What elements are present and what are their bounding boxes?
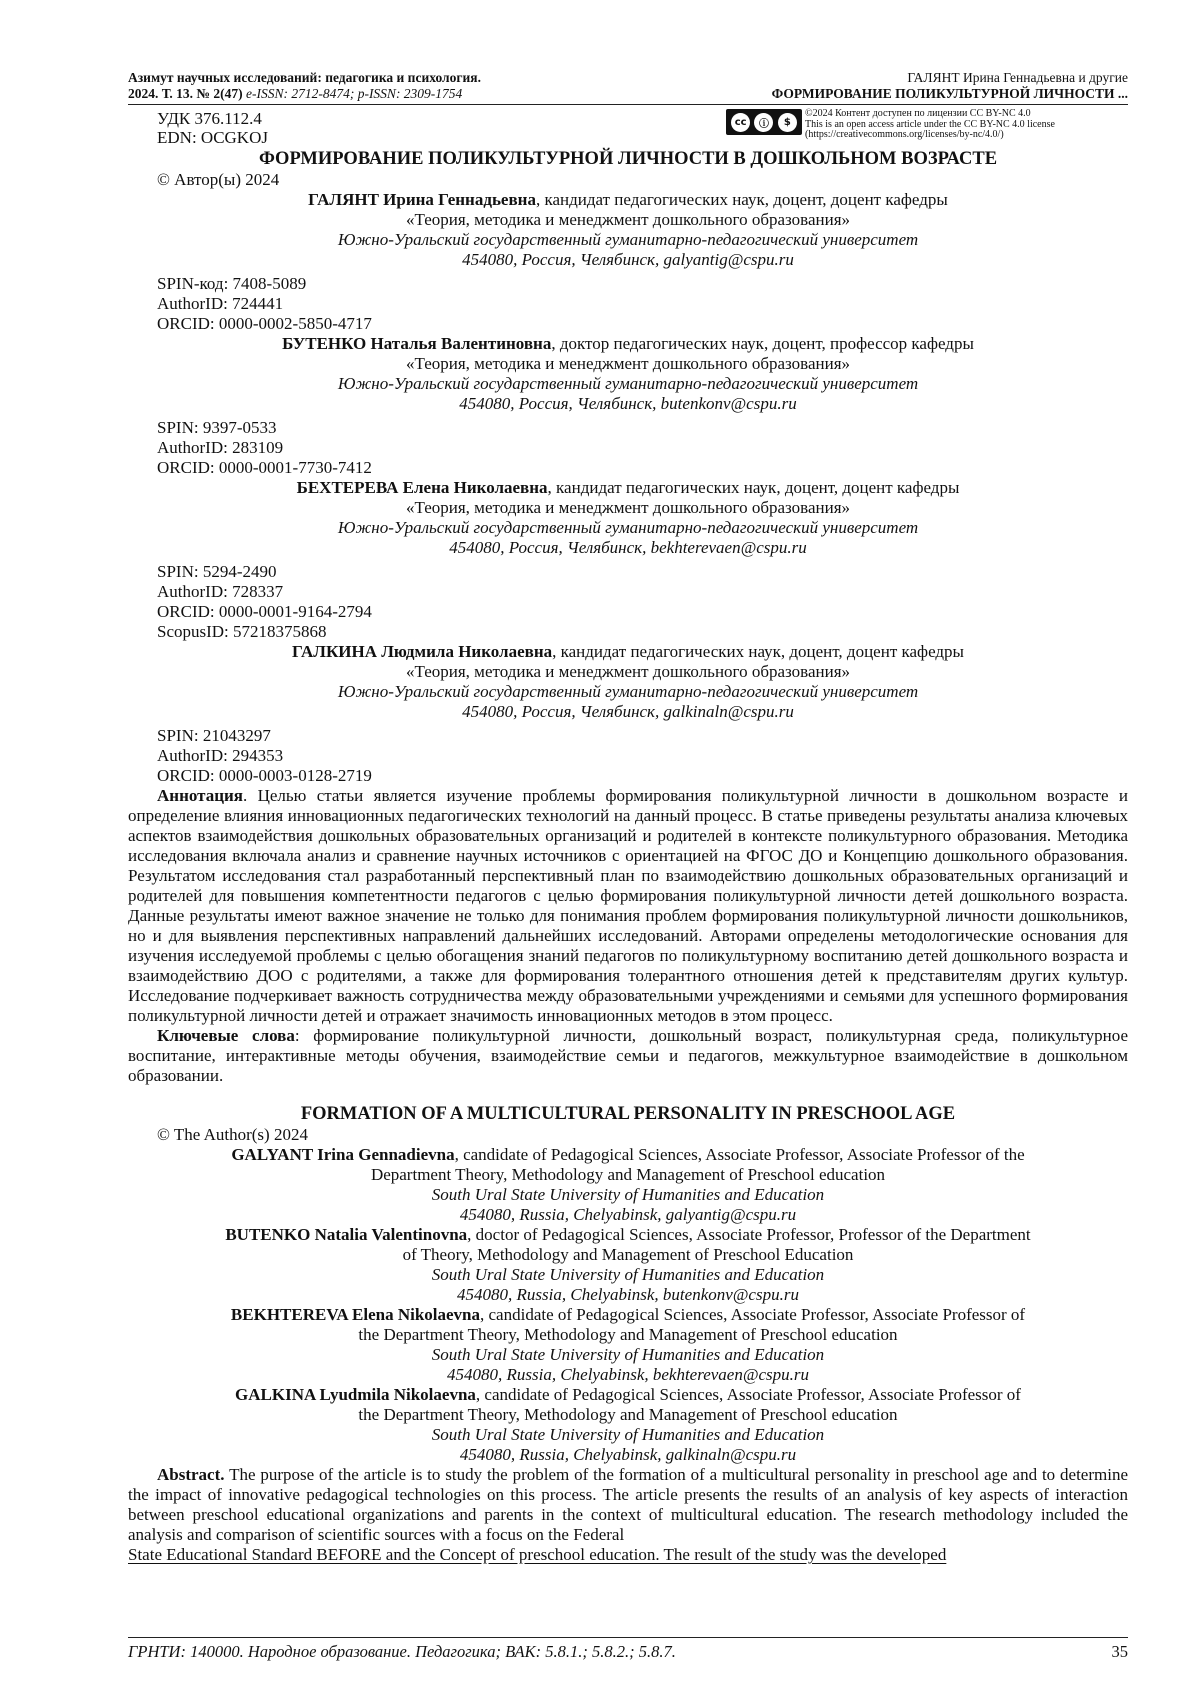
- author-address: 454080, Россия, Челябинск, galkinaln@cspu.ru: [462, 702, 794, 721]
- author-address: 454080, Россия, Челябинск, bekhterevaen@cspu.ru: [449, 538, 807, 557]
- author-id: AuthorID: 294353: [157, 746, 284, 765]
- abstract-text-en: The purpose of the article is to study the problem of the formation of a multicultural personality in preschool age and to determine the impact of innovative pedagogical technologies on this process. The article presents the results of an analysis of key aspects of interaction between preschool educational organizations and parents in the context of multicultural education. The research methodology included the analysis and comparison of scientific sources with a focus on the Federal: [128, 1465, 1128, 1544]
- author-role: , доктор педагогических наук, доцент, профессор кафедры: [551, 334, 974, 353]
- keywords-ru: [128, 1026, 1128, 1086]
- cc-license-icon[interactable]: [726, 109, 802, 135]
- author-role: , candidate of Pedagogical Sciences, Associate Professor, Associate Professor of: [480, 1305, 1026, 1324]
- journal-volume: 2024. Т. 13. № 2(47): [128, 86, 243, 101]
- author-role: , candidate of Pedagogical Sciences, Associate Professor, Associate Professor of the: [454, 1145, 1025, 1164]
- meta-ids: [128, 109, 268, 147]
- edn: EDN: OCGKOJ: [157, 128, 268, 147]
- by-icon: ⓘ: [754, 113, 773, 132]
- author-department: «Теория, методика и менеджмент дошкольного образования»: [405, 662, 851, 681]
- abstract-en: [128, 1465, 1128, 1545]
- author-role: , candidate of Pedagogical Sciences, Associate Professor, Associate Professor of: [475, 1385, 1021, 1404]
- cc-icon: cc: [731, 113, 750, 132]
- nc-icon: $: [778, 113, 797, 132]
- orcid-id: ORCID: 0000-0001-7730-7412: [157, 458, 372, 477]
- author-role: , doctor of Pedagogical Sciences, Associate Professor, Professor of the Department: [467, 1225, 1031, 1244]
- author-role: , кандидат педагогических наук, доцент, доцент кафедры: [535, 190, 948, 209]
- author-role: , кандидат педагогических наук, доцент, доцент кафедры: [547, 478, 960, 497]
- running-authors: ГАЛЯНТ Ирина Геннадьевна и другие: [907, 70, 1128, 85]
- author-name: BUTENKO Natalia Valentinovna: [225, 1225, 468, 1244]
- header-rule: [128, 104, 1128, 105]
- author-university: South Ural State University of Humanities and Education: [431, 1345, 825, 1364]
- author-address: 454080, Russia, Chelyabinsk, galkinaln@cspu.ru: [459, 1445, 797, 1464]
- author-address: 454080, Russia, Chelyabinsk, galyantig@cspu.ru: [459, 1205, 797, 1224]
- running-header: [128, 70, 1128, 102]
- author-block-en-1: [128, 1145, 1128, 1225]
- author-university: Южно-Уральский государственный гуманитарно-педагогический университет: [337, 374, 919, 393]
- running-title: ФОРМИРОВАНИЕ ПОЛИКУЛЬТУРНОЙ ЛИЧНОСТИ ...: [771, 86, 1128, 101]
- author-department: «Теория, методика и менеджмент дошкольного образования»: [405, 498, 851, 517]
- author-role: , кандидат педагогических наук, доцент, доцент кафедры: [552, 642, 964, 661]
- author-department: «Теория, методика и менеджмент дошкольного образования»: [405, 210, 851, 229]
- license-text: [805, 109, 1055, 141]
- copyright-ru: © Автор(ы) 2024: [157, 170, 280, 189]
- page-footer: [128, 1642, 1128, 1662]
- keywords-text-ru: : формирование поликультурной личности, дошкольный возраст, поликультурная среда, поликультурное воспитание, интерактивные методы обучения, взаимодействие семьи и педагогов, межкультурное взаимодействие в дошкольном образовании.: [128, 1026, 1128, 1085]
- abstract-en-last-line: State Educational Standard BEFORE and the Concept of preschool education. The result of the study was the developed: [128, 1545, 947, 1564]
- keywords-label-ru: Ключевые слова: [157, 1026, 295, 1045]
- author-block-en-4: [128, 1385, 1128, 1465]
- journal-name: Азимут научных исследований: педагогика и психология.: [128, 70, 481, 85]
- author-department: the Department Theory, Methodology and Management of Preschool education: [358, 1405, 898, 1424]
- license-line: ©2024 Контент доступен по лицензии CC BY-NC 4.0: [805, 108, 1031, 119]
- author-name: GALKINA Lyudmila Nikolaevna: [235, 1385, 476, 1404]
- journal-info: [128, 70, 481, 102]
- author-name: БУТЕНКО Наталья Валентиновна: [282, 334, 552, 353]
- running-title-block: [772, 70, 1128, 102]
- author-address: 454080, Россия, Челябинск, galyantig@cspu.ru: [462, 250, 794, 269]
- author-id: AuthorID: 283109: [157, 438, 284, 457]
- license-line: This is an open access article under the CC BY-NC 4.0 license: [805, 118, 1055, 130]
- meta-row: [128, 109, 1128, 147]
- author-name: ГАЛКИНА Людмила Николаевна: [292, 642, 553, 661]
- author-name: GALYANT Irina Gennadievna: [231, 1145, 455, 1164]
- abstract-label-en: Abstract.: [157, 1465, 225, 1484]
- classification-codes: ГРНТИ: 140000. Народное образование. Педагогика; ВАК: 5.8.1.; 5.8.2.; 5.8.7.: [128, 1642, 676, 1661]
- spin-id: SPIN-код: 7408-5089: [157, 274, 307, 293]
- author-id: AuthorID: 728337: [157, 582, 284, 601]
- author-name: БЕХТЕРЕВА Елена Николаевна: [296, 478, 548, 497]
- abstract-ru: [128, 786, 1128, 1026]
- author-university: South Ural State University of Humanities and Education: [431, 1265, 825, 1284]
- abstract-text-ru: . Целью статьи является изучение проблемы формирования поликультурной личности в дошкольном возрасте и определение влияния инновационных педагогических технологий на данный процесс. В статье приведены результаты анализа ключевых аспектов взаимодействия дошкольных образовательных организаций и родителей в контексте поликультурного образования. Методика исследования включала анализ и сравнение научных источников с ориентацией на ФГОС ДО и Концепцию дошкольного образования. Результатом исследования стал разработанный перспективный план по взаимодействию дошкольных образовательных организаций и родителей для повышения компетентности педагогов с целью формирования поликультурной личности детей дошкольного возраста. Данные результаты имеют важное значение не только для понимания проблем формирования поликультурной личности дошкольников, но и для выявления перспективных направлений дальнейших исследований. Авторами определены методологические основания для изучения исследуемой проблемы с целью обогащения знаний педагогов по поликультурному воспитанию детей дошкольного возраста и взаимодействию ДОО с родителями, а также для формирования толерантного отношения детей к представителям других культур. Исследование подчеркивает важность сотрудничества между образовательными учреждениями и семьями для успешного формирования поликультурной личности детей и отражает значимость инновационных методов в этом процесс.: [128, 786, 1128, 1025]
- author-university: Южно-Уральский государственный гуманитарно-педагогический университет: [337, 518, 919, 537]
- author-name: BEKHTEREVA Elena Nikolaevna: [230, 1305, 481, 1324]
- author-ids: [128, 418, 1128, 478]
- author-block-ru-2: [128, 334, 1128, 478]
- page-number: 35: [1111, 1642, 1128, 1661]
- orcid-id: ORCID: 0000-0003-0128-2719: [157, 766, 372, 785]
- author-block-en-3: [128, 1305, 1128, 1385]
- article-title-en: FORMATION OF A MULTICULTURAL PERSONALITY IN PRESCHOOL AGE: [300, 1104, 956, 1124]
- article-title-ru: ФОРМИРОВАНИЕ ПОЛИКУЛЬТУРНОЙ ЛИЧНОСТИ В ДОШКОЛЬНОМ ВОЗРАСТЕ: [258, 149, 998, 169]
- author-university: South Ural State University of Humanities and Education: [431, 1185, 825, 1204]
- udk: УДК 376.112.4: [157, 109, 262, 128]
- spin-id: SPIN: 5294-2490: [157, 562, 277, 581]
- author-ids: [128, 562, 1128, 642]
- author-department: Department Theory, Methodology and Management of Preschool education: [370, 1165, 886, 1184]
- author-block-ru-4: [128, 642, 1128, 786]
- author-id: AuthorID: 724441: [157, 294, 284, 313]
- author-department: the Department Theory, Methodology and Management of Preschool education: [358, 1325, 898, 1344]
- spin-id: SPIN: 9397-0533: [157, 418, 277, 437]
- author-ids: [128, 274, 1128, 334]
- author-ids: [128, 726, 1128, 786]
- spin-id: SPIN: 21043297: [157, 726, 271, 745]
- abstract-label-ru: Аннотация: [157, 786, 243, 805]
- author-block-ru-3: [128, 478, 1128, 642]
- author-university: Южно-Уральский государственный гуманитарно-педагогический университет: [337, 230, 919, 249]
- author-university: South Ural State University of Humanities and Education: [431, 1425, 825, 1444]
- author-block-ru-1: [128, 190, 1128, 334]
- author-department: «Теория, методика и менеджмент дошкольного образования»: [405, 354, 851, 373]
- author-address: 454080, Russia, Chelyabinsk, bekhterevaen@cspu.ru: [446, 1365, 810, 1384]
- author-block-en-2: [128, 1225, 1128, 1305]
- license-link[interactable]: (https://creativecommons.org/licenses/by-nc/4.0/): [805, 129, 1004, 140]
- page: [128, 70, 1128, 1565]
- author-name: ГАЛЯНТ Ирина Геннадьевна: [308, 190, 536, 209]
- scopus-id: ScopusID: 57218375868: [157, 622, 327, 641]
- author-university: Южно-Уральский государственный гуманитарно-педагогический университет: [337, 682, 919, 701]
- orcid-id: ORCID: 0000-0001-9164-2794: [157, 602, 372, 621]
- license-block: [726, 109, 1121, 147]
- footer-rule: [128, 1637, 1128, 1638]
- copyright-en: © The Author(s) 2024: [157, 1125, 308, 1144]
- orcid-id: ORCID: 0000-0002-5850-4717: [157, 314, 372, 333]
- author-address: 454080, Россия, Челябинск, butenkonv@cspu.ru: [459, 394, 797, 413]
- author-department: of Theory, Methodology and Management of Preschool Education: [402, 1245, 854, 1264]
- author-address: 454080, Russia, Chelyabinsk, butenkonv@cspu.ru: [457, 1285, 799, 1304]
- journal-issn: e-ISSN: 2712-8474; p-ISSN: 2309-1754: [245, 86, 463, 101]
